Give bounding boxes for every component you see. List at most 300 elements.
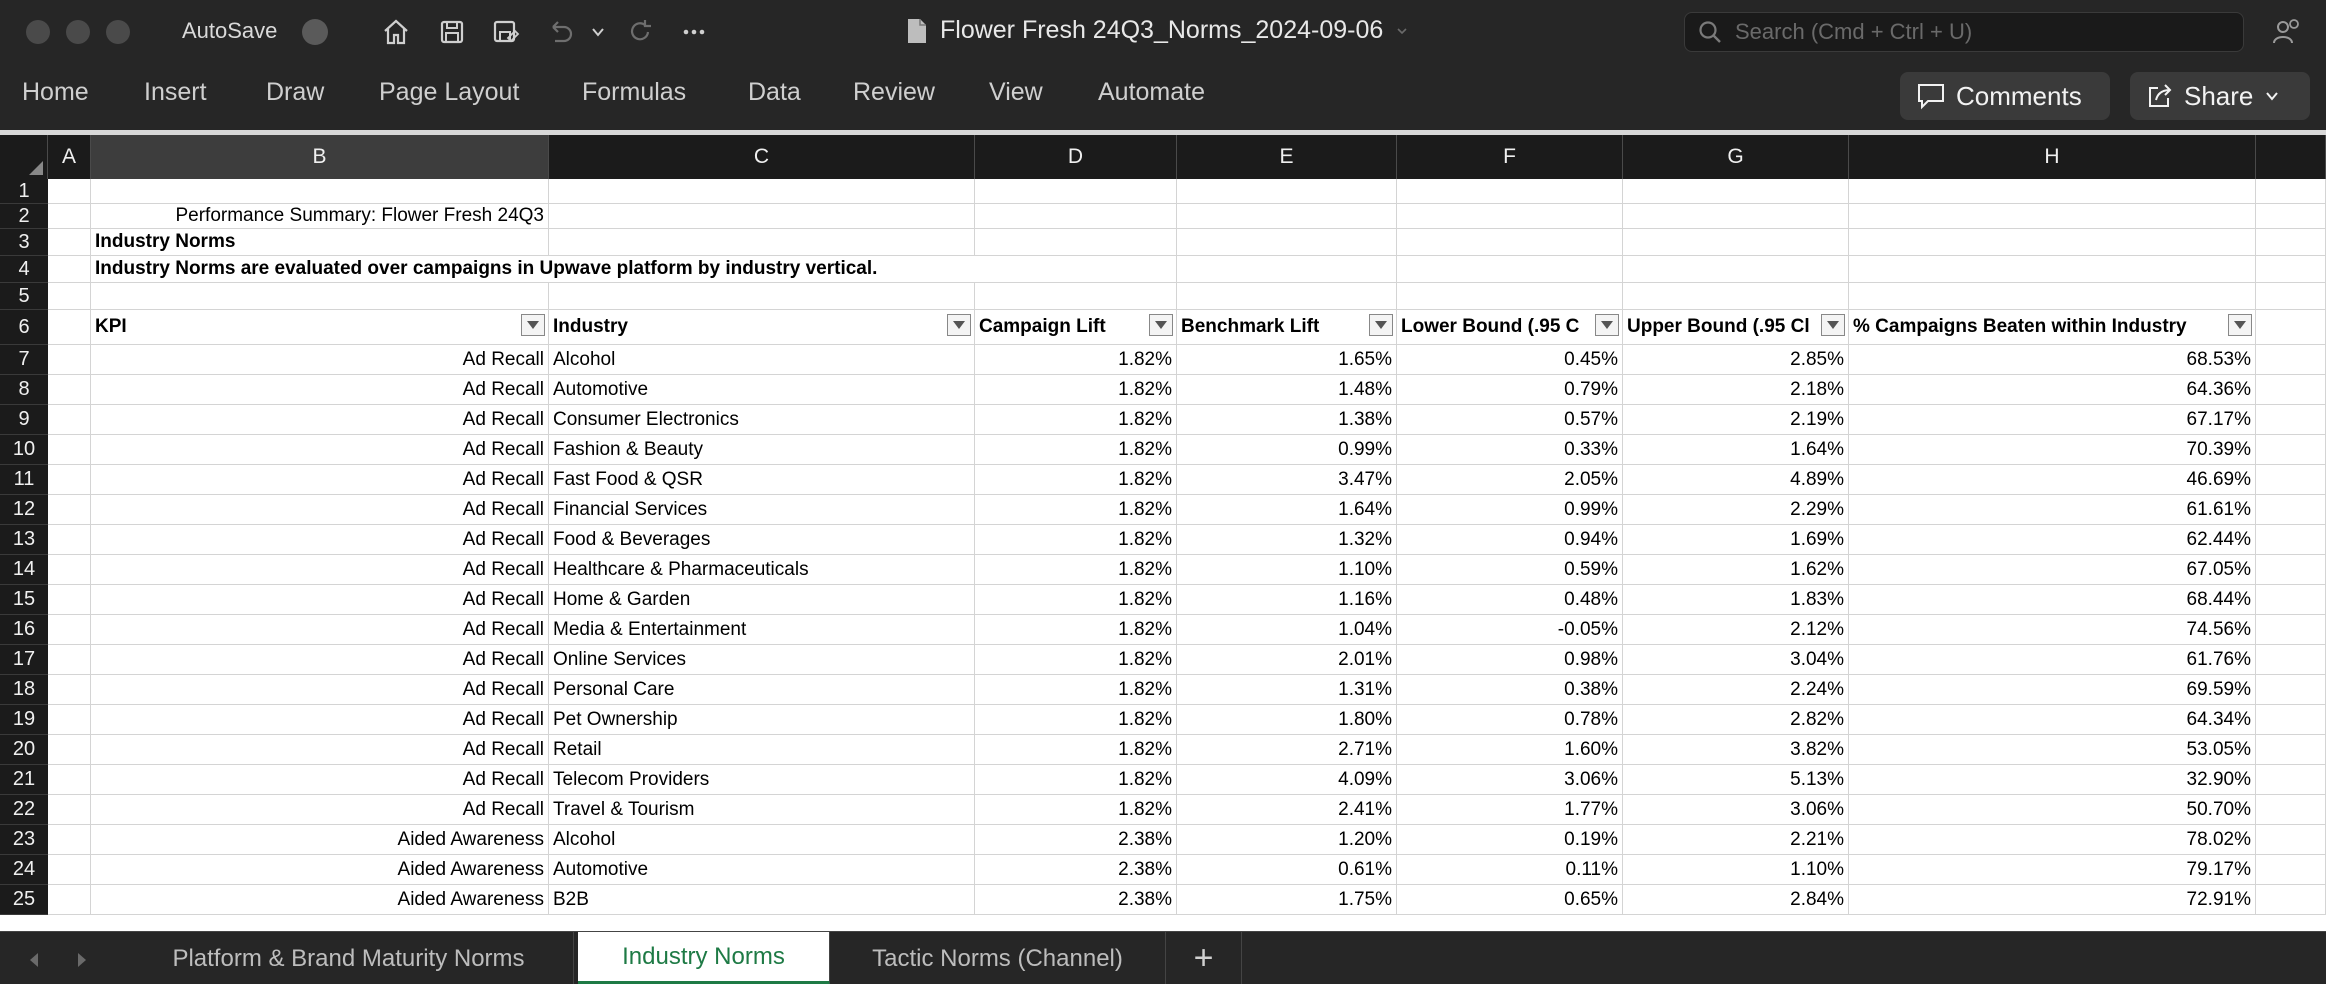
cell[interactable] <box>2256 825 2326 855</box>
cell[interactable] <box>1397 256 1623 283</box>
tab-automate[interactable]: Automate <box>1098 78 1206 106</box>
column-header-e[interactable]: E <box>1177 135 1397 179</box>
cell[interactable] <box>1177 256 1397 283</box>
account-icon[interactable] <box>2268 14 2304 50</box>
cell[interactable] <box>48 405 91 435</box>
metric-cell[interactable]: 1.60% <box>1397 735 1623 765</box>
metric-cell[interactable]: 0.45% <box>1397 345 1623 375</box>
metric-cell[interactable]: 0.79% <box>1397 375 1623 405</box>
metric-cell[interactable]: 4.89% <box>1623 465 1849 495</box>
cell[interactable] <box>975 283 1177 310</box>
cell[interactable] <box>48 675 91 705</box>
cell[interactable] <box>1623 256 1849 283</box>
kpi-cell[interactable]: Ad Recall <box>91 345 549 375</box>
metric-cell[interactable]: 2.38% <box>975 885 1177 915</box>
cell[interactable] <box>549 204 975 229</box>
filter-dropdown-icon[interactable] <box>947 314 971 336</box>
cell[interactable] <box>48 885 91 915</box>
cell[interactable] <box>975 229 1177 256</box>
metric-cell[interactable]: 2.41% <box>1177 795 1397 825</box>
metric-cell[interactable]: 72.91% <box>1849 885 2256 915</box>
cell[interactable] <box>2256 465 2326 495</box>
row-header[interactable]: 6 <box>0 310 48 345</box>
industry-cell[interactable]: Financial Services <box>549 495 975 525</box>
filter-dropdown-icon[interactable] <box>521 314 545 336</box>
metric-cell[interactable]: 0.78% <box>1397 705 1623 735</box>
metric-cell[interactable]: 0.57% <box>1397 405 1623 435</box>
cell[interactable] <box>2256 555 2326 585</box>
column-header-g[interactable]: G <box>1623 135 1849 179</box>
column-header-f[interactable]: F <box>1397 135 1623 179</box>
cell[interactable] <box>549 229 975 256</box>
column-header-b[interactable]: B <box>91 135 549 179</box>
metric-cell[interactable]: 1.82% <box>975 765 1177 795</box>
cell[interactable] <box>549 283 975 310</box>
cell[interactable] <box>2256 615 2326 645</box>
metric-cell[interactable]: 50.70% <box>1849 795 2256 825</box>
metric-cell[interactable]: 5.13% <box>1623 765 1849 795</box>
cell[interactable] <box>975 256 1177 283</box>
industry-cell[interactable]: Pet Ownership <box>549 705 975 735</box>
cell[interactable] <box>48 735 91 765</box>
metric-cell[interactable]: 1.65% <box>1177 345 1397 375</box>
metric-cell[interactable]: 1.75% <box>1177 885 1397 915</box>
kpi-cell[interactable]: Ad Recall <box>91 375 549 405</box>
cell[interactable] <box>48 705 91 735</box>
metric-cell[interactable]: 78.02% <box>1849 825 2256 855</box>
autosave-toggle[interactable] <box>302 19 328 45</box>
spreadsheet-grid[interactable] <box>0 135 2326 931</box>
cell[interactable] <box>2256 310 2326 345</box>
section-title-cell[interactable]: Industry Norms <box>91 229 549 256</box>
cell[interactable] <box>2256 885 2326 915</box>
industry-cell[interactable]: Alcohol <box>549 345 975 375</box>
industry-cell[interactable]: Online Services <box>549 645 975 675</box>
metric-cell[interactable]: 2.38% <box>975 825 1177 855</box>
industry-cell[interactable]: Media & Entertainment <box>549 615 975 645</box>
row-header[interactable]: 16 <box>0 615 48 645</box>
kpi-cell[interactable]: Ad Recall <box>91 795 549 825</box>
kpi-cell[interactable]: Ad Recall <box>91 435 549 465</box>
table-header-cell[interactable] <box>1623 310 1849 345</box>
cell[interactable] <box>48 495 91 525</box>
table-header-cell[interactable] <box>549 310 975 345</box>
kpi-cell[interactable]: Ad Recall <box>91 675 549 705</box>
metric-cell[interactable]: 2.29% <box>1623 495 1849 525</box>
metric-cell[interactable]: 1.69% <box>1623 525 1849 555</box>
close-window-button[interactable] <box>26 20 50 44</box>
row-header[interactable]: 10 <box>0 435 48 465</box>
metric-cell[interactable]: 0.19% <box>1397 825 1623 855</box>
metric-cell[interactable]: 0.99% <box>1177 435 1397 465</box>
metric-cell[interactable]: 1.82% <box>975 555 1177 585</box>
cell[interactable] <box>2256 283 2326 310</box>
metric-cell[interactable]: 69.59% <box>1849 675 2256 705</box>
cell[interactable] <box>2256 585 2326 615</box>
cell[interactable] <box>1623 179 1849 204</box>
table-header-cell[interactable] <box>1177 310 1397 345</box>
column-header-d[interactable]: D <box>975 135 1177 179</box>
metric-cell[interactable]: 70.39% <box>1849 435 2256 465</box>
row-header[interactable]: 17 <box>0 645 48 675</box>
kpi-cell[interactable]: Ad Recall <box>91 615 549 645</box>
cell[interactable] <box>1397 229 1623 256</box>
comments-button[interactable] <box>1900 72 2110 120</box>
cell[interactable] <box>91 283 549 310</box>
metric-cell[interactable]: 1.82% <box>975 525 1177 555</box>
table-header-cell[interactable] <box>91 310 549 345</box>
cell[interactable] <box>549 256 975 283</box>
metric-cell[interactable]: 3.06% <box>1397 765 1623 795</box>
metric-cell[interactable]: 1.82% <box>975 795 1177 825</box>
metric-cell[interactable]: 1.82% <box>975 615 1177 645</box>
cell[interactable] <box>2256 675 2326 705</box>
metric-cell[interactable]: 0.38% <box>1397 675 1623 705</box>
kpi-cell[interactable]: Ad Recall <box>91 765 549 795</box>
cell[interactable] <box>2256 795 2326 825</box>
metric-cell[interactable]: 0.11% <box>1397 855 1623 885</box>
metric-cell[interactable]: 1.82% <box>975 585 1177 615</box>
metric-cell[interactable]: 2.24% <box>1623 675 1849 705</box>
metric-cell[interactable]: 1.10% <box>1623 855 1849 885</box>
industry-cell[interactable]: Fast Food & QSR <box>549 465 975 495</box>
cell[interactable] <box>2256 345 2326 375</box>
cell[interactable] <box>2256 495 2326 525</box>
metric-cell[interactable]: 32.90% <box>1849 765 2256 795</box>
row-header[interactable]: 7 <box>0 345 48 375</box>
metric-cell[interactable]: 0.48% <box>1397 585 1623 615</box>
tab-page-layout[interactable]: Page Layout <box>379 78 520 106</box>
industry-cell[interactable]: Consumer Electronics <box>549 405 975 435</box>
cell[interactable] <box>2256 375 2326 405</box>
row-header[interactable]: 23 <box>0 825 48 855</box>
row-header[interactable]: 3 <box>0 229 48 256</box>
minimize-window-button[interactable] <box>66 20 90 44</box>
metric-cell[interactable]: 2.71% <box>1177 735 1397 765</box>
column-header-a[interactable]: A <box>48 135 91 179</box>
metric-cell[interactable]: -0.05% <box>1397 615 1623 645</box>
cell[interactable] <box>48 204 91 229</box>
cell[interactable] <box>48 465 91 495</box>
sheet-tab-platform-brand-maturity-norms[interactable]: Platform & Brand Maturity Norms <box>124 932 574 984</box>
row-header[interactable]: 9 <box>0 405 48 435</box>
kpi-cell[interactable]: Ad Recall <box>91 465 549 495</box>
cell[interactable] <box>48 825 91 855</box>
metric-cell[interactable]: 2.01% <box>1177 645 1397 675</box>
cell[interactable] <box>2256 435 2326 465</box>
metric-cell[interactable]: 0.59% <box>1397 555 1623 585</box>
cell[interactable] <box>549 179 975 204</box>
cell[interactable] <box>2256 405 2326 435</box>
industry-cell[interactable]: Travel & Tourism <box>549 795 975 825</box>
metric-cell[interactable]: 2.85% <box>1623 345 1849 375</box>
filter-dropdown-icon[interactable] <box>1149 314 1173 336</box>
cell[interactable] <box>1397 283 1623 310</box>
cell[interactable] <box>48 795 91 825</box>
kpi-cell[interactable]: Ad Recall <box>91 405 549 435</box>
kpi-cell[interactable]: Aided Awareness <box>91 855 549 885</box>
row-header[interactable]: 12 <box>0 495 48 525</box>
metric-cell[interactable]: 79.17% <box>1849 855 2256 885</box>
metric-cell[interactable]: 67.05% <box>1849 555 2256 585</box>
metric-cell[interactable]: 68.44% <box>1849 585 2256 615</box>
cell[interactable] <box>2256 179 2326 204</box>
search-box[interactable] <box>1684 12 2244 52</box>
industry-cell[interactable]: B2B <box>549 885 975 915</box>
cell[interactable] <box>48 765 91 795</box>
metric-cell[interactable]: 2.19% <box>1623 405 1849 435</box>
row-header[interactable]: 19 <box>0 705 48 735</box>
metric-cell[interactable]: 1.82% <box>975 435 1177 465</box>
cell[interactable] <box>2256 229 2326 256</box>
metric-cell[interactable]: 0.98% <box>1397 645 1623 675</box>
metric-cell[interactable]: 1.38% <box>1177 405 1397 435</box>
kpi-cell[interactable]: Ad Recall <box>91 555 549 585</box>
metric-cell[interactable]: 1.20% <box>1177 825 1397 855</box>
metric-cell[interactable]: 68.53% <box>1849 345 2256 375</box>
cell[interactable] <box>1397 204 1623 229</box>
cell[interactable] <box>2256 525 2326 555</box>
metric-cell[interactable]: 46.69% <box>1849 465 2256 495</box>
cell[interactable] <box>2256 256 2326 283</box>
cell[interactable] <box>1397 179 1623 204</box>
row-header[interactable]: 14 <box>0 555 48 585</box>
kpi-cell[interactable]: Ad Recall <box>91 705 549 735</box>
metric-cell[interactable]: 1.82% <box>975 405 1177 435</box>
column-header-i[interactable] <box>2256 135 2326 179</box>
cell[interactable] <box>48 256 91 283</box>
row-header[interactable]: 2 <box>0 204 48 229</box>
metric-cell[interactable]: 0.33% <box>1397 435 1623 465</box>
cell[interactable] <box>48 345 91 375</box>
undo-dropdown-chevron-icon[interactable] <box>580 14 616 50</box>
cell[interactable] <box>1177 179 1397 204</box>
cell[interactable] <box>48 375 91 405</box>
metric-cell[interactable]: 0.65% <box>1397 885 1623 915</box>
industry-cell[interactable]: Retail <box>549 735 975 765</box>
metric-cell[interactable]: 61.76% <box>1849 645 2256 675</box>
cell[interactable] <box>1849 283 2256 310</box>
metric-cell[interactable]: 1.82% <box>975 465 1177 495</box>
metric-cell[interactable]: 1.80% <box>1177 705 1397 735</box>
column-header-h[interactable]: H <box>1849 135 2256 179</box>
cell[interactable] <box>1849 204 2256 229</box>
tab-insert[interactable]: Insert <box>144 78 207 106</box>
industry-cell[interactable]: Automotive <box>549 855 975 885</box>
metric-cell[interactable]: 2.12% <box>1623 615 1849 645</box>
metric-cell[interactable]: 67.17% <box>1849 405 2256 435</box>
row-header[interactable]: 13 <box>0 525 48 555</box>
metric-cell[interactable]: 1.82% <box>975 705 1177 735</box>
share-button[interactable] <box>2130 72 2310 120</box>
row-header[interactable]: 21 <box>0 765 48 795</box>
row-header[interactable]: 18 <box>0 675 48 705</box>
cell[interactable] <box>48 585 91 615</box>
filter-dropdown-icon[interactable] <box>1821 314 1845 336</box>
metric-cell[interactable]: 2.05% <box>1397 465 1623 495</box>
metric-cell[interactable]: 3.04% <box>1623 645 1849 675</box>
cell[interactable] <box>2256 855 2326 885</box>
metric-cell[interactable]: 1.64% <box>1177 495 1397 525</box>
table-header-cell[interactable] <box>975 310 1177 345</box>
column-header-c[interactable]: C <box>549 135 975 179</box>
metric-cell[interactable]: 1.82% <box>975 375 1177 405</box>
cell[interactable] <box>1623 204 1849 229</box>
industry-cell[interactable]: Telecom Providers <box>549 765 975 795</box>
metric-cell[interactable]: 1.82% <box>975 495 1177 525</box>
filter-dropdown-icon[interactable] <box>2228 314 2252 336</box>
industry-cell[interactable]: Automotive <box>549 375 975 405</box>
metric-cell[interactable]: 1.32% <box>1177 525 1397 555</box>
tab-home[interactable]: Home <box>22 78 89 106</box>
industry-cell[interactable]: Personal Care <box>549 675 975 705</box>
industry-cell[interactable]: Food & Beverages <box>549 525 975 555</box>
table-header-cell[interactable] <box>1397 310 1623 345</box>
cell[interactable] <box>48 525 91 555</box>
select-all-corner[interactable] <box>0 135 48 179</box>
kpi-cell[interactable]: Ad Recall <box>91 495 549 525</box>
metric-cell[interactable]: 1.82% <box>975 645 1177 675</box>
tab-data[interactable]: Data <box>748 78 801 106</box>
cell[interactable] <box>2256 645 2326 675</box>
metric-cell[interactable]: 1.04% <box>1177 615 1397 645</box>
row-header[interactable]: 25 <box>0 885 48 915</box>
kpi-cell[interactable]: Aided Awareness <box>91 825 549 855</box>
cell[interactable] <box>2256 204 2326 229</box>
row-header[interactable]: 15 <box>0 585 48 615</box>
add-sheet-button[interactable]: + <box>1166 932 1242 984</box>
metric-cell[interactable]: 3.47% <box>1177 465 1397 495</box>
kpi-cell[interactable]: Ad Recall <box>91 525 549 555</box>
undo-icon[interactable] <box>542 14 578 50</box>
metric-cell[interactable]: 64.34% <box>1849 705 2256 735</box>
tab-draw[interactable]: Draw <box>266 78 325 106</box>
metric-cell[interactable]: 1.77% <box>1397 795 1623 825</box>
industry-cell[interactable]: Fashion & Beauty <box>549 435 975 465</box>
industry-cell[interactable]: Healthcare & Pharmaceuticals <box>549 555 975 585</box>
filter-dropdown-icon[interactable] <box>1595 314 1619 336</box>
row-header[interactable]: 20 <box>0 735 48 765</box>
metric-cell[interactable]: 64.36% <box>1849 375 2256 405</box>
document-title[interactable] <box>906 16 1409 45</box>
maximize-window-button[interactable] <box>106 20 130 44</box>
metric-cell[interactable]: 0.99% <box>1397 495 1623 525</box>
next-sheet-arrow-icon[interactable] <box>70 948 94 972</box>
tab-review[interactable]: Review <box>853 78 935 106</box>
metric-cell[interactable]: 74.56% <box>1849 615 2256 645</box>
cell[interactable] <box>1849 229 2256 256</box>
row-header[interactable]: 1 <box>0 179 48 204</box>
cell[interactable] <box>48 179 91 204</box>
tab-formulas[interactable]: Formulas <box>582 78 687 106</box>
more-options-icon[interactable] <box>676 14 712 50</box>
cell[interactable] <box>2256 735 2326 765</box>
cell[interactable] <box>1177 283 1397 310</box>
metric-cell[interactable]: 62.44% <box>1849 525 2256 555</box>
summary-title-cell[interactable]: Performance Summary: Flower Fresh 24Q3 <box>91 204 549 229</box>
metric-cell[interactable]: 3.82% <box>1623 735 1849 765</box>
cell[interactable] <box>48 435 91 465</box>
metric-cell[interactable]: 1.31% <box>1177 675 1397 705</box>
tab-view[interactable]: View <box>989 78 1043 106</box>
cell[interactable] <box>1849 179 2256 204</box>
cell[interactable] <box>48 555 91 585</box>
row-header[interactable]: 22 <box>0 795 48 825</box>
cell[interactable] <box>48 855 91 885</box>
cell[interactable] <box>91 179 549 204</box>
metric-cell[interactable]: 1.16% <box>1177 585 1397 615</box>
cell[interactable] <box>975 204 1177 229</box>
metric-cell[interactable]: 61.61% <box>1849 495 2256 525</box>
filter-dropdown-icon[interactable] <box>1369 314 1393 336</box>
metric-cell[interactable]: 2.82% <box>1623 705 1849 735</box>
cell[interactable] <box>48 615 91 645</box>
cell[interactable] <box>2256 705 2326 735</box>
metric-cell[interactable]: 53.05% <box>1849 735 2256 765</box>
kpi-cell[interactable]: Ad Recall <box>91 585 549 615</box>
kpi-cell[interactable]: Aided Awareness <box>91 885 549 915</box>
cell[interactable] <box>1623 283 1849 310</box>
cell[interactable] <box>48 310 91 345</box>
cell[interactable] <box>1849 256 2256 283</box>
metric-cell[interactable]: 0.61% <box>1177 855 1397 885</box>
cell[interactable] <box>1177 229 1397 256</box>
metric-cell[interactable]: 1.64% <box>1623 435 1849 465</box>
metric-cell[interactable]: 1.10% <box>1177 555 1397 585</box>
metric-cell[interactable]: 1.82% <box>975 675 1177 705</box>
metric-cell[interactable]: 1.82% <box>975 735 1177 765</box>
metric-cell[interactable]: 2.21% <box>1623 825 1849 855</box>
cell[interactable] <box>2256 765 2326 795</box>
metric-cell[interactable]: 1.82% <box>975 345 1177 375</box>
save-as-icon[interactable] <box>488 14 524 50</box>
redo-icon[interactable] <box>622 14 658 50</box>
sheet-tab-tactic-norms-channel[interactable]: Tactic Norms (Channel) <box>830 932 1166 984</box>
industry-cell[interactable]: Alcohol <box>549 825 975 855</box>
cell[interactable] <box>48 229 91 256</box>
save-icon[interactable] <box>434 14 470 50</box>
row-header[interactable]: 8 <box>0 375 48 405</box>
metric-cell[interactable]: 1.62% <box>1623 555 1849 585</box>
cell[interactable] <box>975 179 1177 204</box>
home-icon[interactable] <box>378 14 414 50</box>
previous-sheet-arrow-icon[interactable] <box>22 948 46 972</box>
metric-cell[interactable]: 3.06% <box>1623 795 1849 825</box>
metric-cell[interactable]: 2.18% <box>1623 375 1849 405</box>
sheet-tab-industry-norms[interactable]: Industry Norms <box>578 932 830 984</box>
metric-cell[interactable]: 1.83% <box>1623 585 1849 615</box>
description-cell[interactable]: Industry Norms are evaluated over campaigns in Upwave platform by industry vertical. <box>91 256 549 283</box>
kpi-cell[interactable]: Ad Recall <box>91 735 549 765</box>
metric-cell[interactable]: 2.38% <box>975 855 1177 885</box>
cell[interactable] <box>48 645 91 675</box>
row-header[interactable]: 4 <box>0 256 48 283</box>
kpi-cell[interactable]: Ad Recall <box>91 645 549 675</box>
search-input[interactable] <box>1735 19 2215 45</box>
metric-cell[interactable]: 0.94% <box>1397 525 1623 555</box>
table-header-cell[interactable] <box>1849 310 2256 345</box>
metric-cell[interactable]: 2.84% <box>1623 885 1849 915</box>
row-header[interactable]: 5 <box>0 283 48 310</box>
row-header[interactable]: 24 <box>0 855 48 885</box>
metric-cell[interactable]: 1.48% <box>1177 375 1397 405</box>
cell[interactable] <box>48 283 91 310</box>
row-header[interactable]: 11 <box>0 465 48 495</box>
metric-cell[interactable]: 4.09% <box>1177 765 1397 795</box>
industry-cell[interactable]: Home & Garden <box>549 585 975 615</box>
cell[interactable] <box>1623 229 1849 256</box>
cell[interactable] <box>1177 204 1397 229</box>
